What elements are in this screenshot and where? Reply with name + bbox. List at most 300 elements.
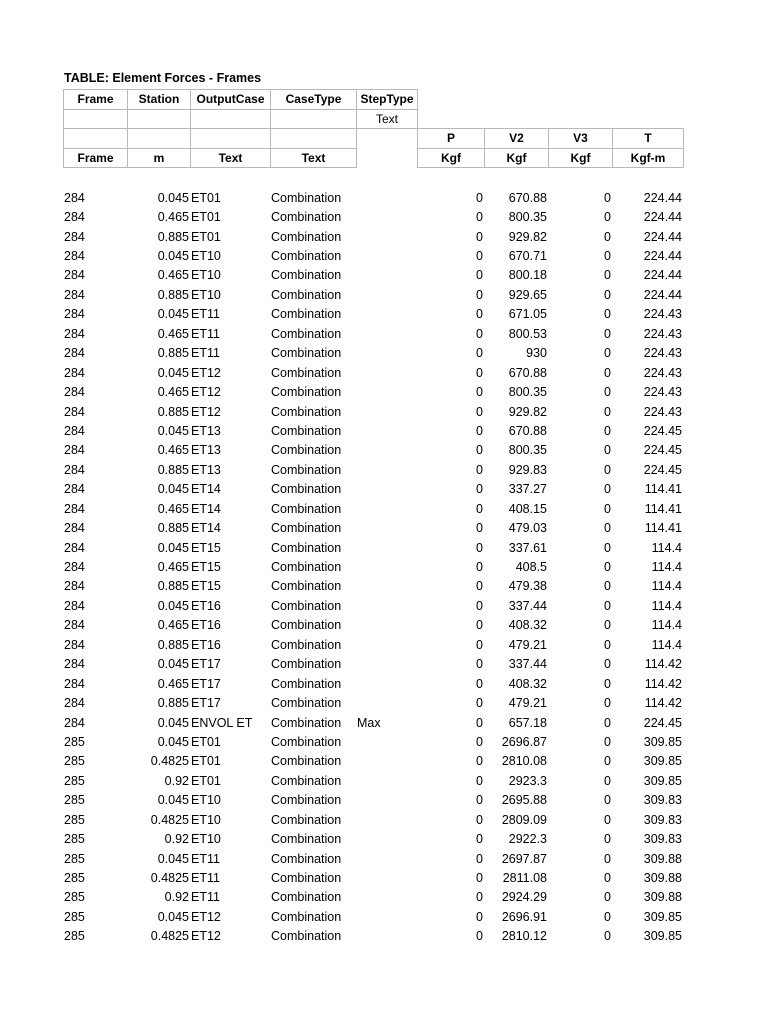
cell-v3: 0 bbox=[604, 793, 611, 808]
header-row-titles bbox=[64, 90, 684, 110]
cell-p: 0 bbox=[476, 909, 483, 924]
cell-casetype: Combination bbox=[271, 307, 342, 322]
cell-frame: 285 bbox=[64, 754, 85, 769]
cell-station: 0.4825 bbox=[150, 754, 189, 769]
unit-frame: Frame bbox=[64, 148, 128, 168]
cell-v3: 0 bbox=[604, 696, 611, 711]
cell-t: 114.4 bbox=[651, 560, 682, 575]
cell-t: 224.44 bbox=[643, 229, 682, 244]
cell-casetype: Combination bbox=[271, 754, 342, 769]
cell-v2: 929.82 bbox=[508, 404, 547, 419]
cell-frame: 285 bbox=[64, 871, 85, 886]
cell-v3: 0 bbox=[604, 346, 611, 361]
cell-casetype: Combination bbox=[271, 618, 342, 633]
cell-p: 0 bbox=[476, 715, 483, 730]
cell-v2: 2923.3 bbox=[508, 773, 547, 788]
unit-v3: Kgf bbox=[549, 148, 613, 168]
cell-outputcase: ET11 bbox=[191, 871, 220, 886]
cell-p: 0 bbox=[476, 851, 483, 866]
cell-outputcase: ET01 bbox=[191, 229, 221, 244]
cell-v3: 0 bbox=[604, 618, 611, 633]
cell-outputcase: ET11 bbox=[191, 890, 220, 905]
cell-frame: 285 bbox=[64, 734, 85, 749]
cell-t: 309.88 bbox=[643, 851, 682, 866]
cell-outputcase: ET15 bbox=[191, 579, 221, 594]
header-outputcase: OutputCase bbox=[191, 90, 271, 110]
table-row bbox=[63, 596, 683, 615]
cell-frame: 285 bbox=[64, 890, 85, 905]
cell-v2: 479.21 bbox=[508, 637, 547, 652]
cell-steptype bbox=[356, 655, 417, 674]
cell-casetype: Combination bbox=[271, 462, 342, 477]
unit-outputcase: Text bbox=[191, 148, 271, 168]
cell-frame: 284 bbox=[64, 385, 85, 400]
unit-casetype: Text bbox=[271, 148, 357, 168]
cell-steptype bbox=[356, 344, 417, 363]
cell-outputcase: ET13 bbox=[191, 423, 221, 438]
cell-v3: 0 bbox=[604, 210, 611, 225]
cell-v2: 2924.29 bbox=[501, 890, 547, 905]
cell-outputcase: ET10 bbox=[191, 249, 221, 264]
table-row bbox=[63, 538, 683, 557]
cell-p: 0 bbox=[476, 346, 483, 361]
cell-frame: 284 bbox=[64, 346, 85, 361]
cell-v2: 408.32 bbox=[508, 676, 547, 691]
cell-steptype bbox=[356, 868, 417, 887]
cell-steptype bbox=[356, 421, 417, 440]
cell-t: 224.45 bbox=[643, 715, 682, 730]
cell-steptype bbox=[356, 810, 417, 829]
table-row bbox=[63, 285, 683, 304]
cell-steptype bbox=[356, 927, 417, 946]
cell-v3: 0 bbox=[604, 715, 611, 730]
cell-v3: 0 bbox=[604, 851, 611, 866]
cell-station: 0.045 bbox=[157, 851, 189, 866]
cell-v2: 929.83 bbox=[508, 462, 547, 477]
cell-v3: 0 bbox=[604, 929, 611, 944]
cell-frame: 284 bbox=[64, 696, 85, 711]
cell-v3: 0 bbox=[604, 812, 611, 827]
cell-frame: 284 bbox=[64, 443, 85, 458]
cell-v2: 337.27 bbox=[508, 482, 547, 497]
cell-casetype: Combination bbox=[271, 365, 342, 380]
table-row bbox=[63, 266, 683, 285]
cell-outputcase: ENVOL ET bbox=[191, 715, 253, 730]
cell-outputcase: ET12 bbox=[191, 365, 221, 380]
cell-outputcase: ET10 bbox=[191, 832, 221, 847]
cell-station: 0.885 bbox=[157, 229, 189, 244]
cell-casetype: Combination bbox=[271, 793, 342, 808]
cell-outputcase: ET17 bbox=[191, 676, 221, 691]
cell-v3: 0 bbox=[604, 404, 611, 419]
cell-station: 0.045 bbox=[157, 909, 189, 924]
cell-p: 0 bbox=[476, 929, 483, 944]
cell-casetype: Combination bbox=[271, 734, 342, 749]
cell-v2: 800.53 bbox=[508, 326, 547, 341]
unit-station: m bbox=[128, 148, 191, 168]
cell-p: 0 bbox=[476, 812, 483, 827]
cell-t: 309.85 bbox=[643, 773, 682, 788]
cell-station: 0.465 bbox=[157, 618, 189, 633]
header-row-sub bbox=[64, 109, 684, 129]
cell-casetype: Combination bbox=[271, 773, 342, 788]
cell-t: 224.43 bbox=[643, 404, 682, 419]
cell-t: 224.45 bbox=[643, 462, 682, 477]
data-table-body bbox=[63, 188, 683, 946]
cell-casetype: Combination bbox=[271, 482, 342, 497]
cell-station: 0.885 bbox=[157, 287, 189, 302]
cell-frame: 285 bbox=[64, 929, 85, 944]
table-row bbox=[63, 441, 683, 460]
cell-t: 224.44 bbox=[643, 190, 682, 205]
table-row bbox=[63, 207, 683, 226]
cell-v2: 800.35 bbox=[508, 210, 547, 225]
cell-v2: 800.35 bbox=[508, 385, 547, 400]
cell-outputcase: ET01 bbox=[191, 210, 221, 225]
cell-frame: 285 bbox=[64, 909, 85, 924]
header-row-forces bbox=[64, 129, 684, 149]
cell-outputcase: ET13 bbox=[191, 443, 221, 458]
cell-v3: 0 bbox=[604, 890, 611, 905]
cell-outputcase: ET10 bbox=[191, 268, 221, 283]
cell-station: 0.045 bbox=[157, 540, 189, 555]
cell-casetype: Combination bbox=[271, 501, 342, 516]
cell-v2: 479.38 bbox=[508, 579, 547, 594]
cell-frame: 284 bbox=[64, 229, 85, 244]
cell-station: 0.045 bbox=[157, 482, 189, 497]
cell-t: 114.42 bbox=[644, 657, 682, 672]
table-row bbox=[63, 771, 683, 790]
cell-p: 0 bbox=[476, 210, 483, 225]
cell-station: 0.885 bbox=[157, 346, 189, 361]
cell-v2: 670.88 bbox=[508, 365, 547, 380]
cell-station: 0.465 bbox=[157, 501, 189, 516]
cell-v3: 0 bbox=[604, 598, 611, 613]
cell-t: 114.4 bbox=[651, 618, 682, 633]
table-row bbox=[63, 868, 683, 887]
cell-v3: 0 bbox=[604, 229, 611, 244]
cell-p: 0 bbox=[476, 521, 483, 536]
header-t: T bbox=[613, 129, 684, 149]
table-row bbox=[63, 382, 683, 401]
cell-outputcase: ET10 bbox=[191, 812, 221, 827]
cell-p: 0 bbox=[476, 190, 483, 205]
header-station: Station bbox=[128, 90, 191, 110]
cell-t: 309.85 bbox=[643, 929, 682, 944]
cell-frame: 285 bbox=[64, 793, 85, 808]
cell-v3: 0 bbox=[604, 268, 611, 283]
cell-p: 0 bbox=[476, 560, 483, 575]
cell-station: 0.045 bbox=[157, 249, 189, 264]
unit-v2: Kgf bbox=[485, 148, 549, 168]
cell-p: 0 bbox=[476, 637, 483, 652]
cell-p: 0 bbox=[476, 229, 483, 244]
cell-frame: 284 bbox=[64, 657, 85, 672]
cell-outputcase: ET12 bbox=[191, 929, 221, 944]
table-row bbox=[63, 246, 683, 265]
cell-outputcase: ET11 bbox=[191, 851, 220, 866]
cell-station: 0.045 bbox=[157, 657, 189, 672]
cell-station: 0.92 bbox=[164, 773, 189, 788]
cell-t: 114.4 bbox=[651, 579, 682, 594]
cell-p: 0 bbox=[476, 618, 483, 633]
cell-outputcase: ET01 bbox=[191, 190, 221, 205]
cell-station: 0.4825 bbox=[150, 929, 189, 944]
cell-steptype bbox=[356, 266, 417, 285]
cell-p: 0 bbox=[476, 871, 483, 886]
cell-p: 0 bbox=[476, 579, 483, 594]
cell-p: 0 bbox=[476, 307, 483, 322]
cell-p: 0 bbox=[476, 676, 483, 691]
table-row bbox=[63, 227, 683, 246]
table-row bbox=[63, 344, 683, 363]
cell-station: 0.045 bbox=[157, 793, 189, 808]
table-row bbox=[63, 188, 683, 207]
cell-outputcase: ET11 bbox=[191, 307, 220, 322]
cell-frame: 284 bbox=[64, 715, 85, 730]
table-row bbox=[63, 421, 683, 440]
cell-frame: 284 bbox=[64, 501, 85, 516]
cell-v2: 337.44 bbox=[508, 657, 547, 672]
cell-v3: 0 bbox=[604, 249, 611, 264]
cell-steptype bbox=[356, 285, 417, 304]
cell-casetype: Combination bbox=[271, 287, 342, 302]
cell-t: 309.85 bbox=[643, 909, 682, 924]
table-row bbox=[63, 577, 683, 596]
cell-steptype bbox=[356, 460, 417, 479]
cell-steptype bbox=[356, 771, 417, 790]
cell-v2: 2811.08 bbox=[502, 871, 547, 886]
cell-v3: 0 bbox=[604, 560, 611, 575]
table-row bbox=[63, 829, 683, 848]
cell-v3: 0 bbox=[604, 482, 611, 497]
cell-steptype bbox=[356, 207, 417, 226]
cell-station: 0.045 bbox=[157, 423, 189, 438]
cell-v3: 0 bbox=[604, 579, 611, 594]
table-row bbox=[63, 616, 683, 635]
cell-v3: 0 bbox=[604, 676, 611, 691]
cell-p: 0 bbox=[476, 773, 483, 788]
cell-v3: 0 bbox=[604, 443, 611, 458]
cell-frame: 284 bbox=[64, 210, 85, 225]
cell-v2: 2697.87 bbox=[501, 851, 547, 866]
cell-frame: 284 bbox=[64, 423, 85, 438]
table-row bbox=[63, 499, 683, 518]
table-row bbox=[63, 655, 683, 674]
cell-casetype: Combination bbox=[271, 812, 342, 827]
cell-station: 0.045 bbox=[157, 598, 189, 613]
cell-casetype: Combination bbox=[271, 832, 342, 847]
cell-station: 0.465 bbox=[157, 560, 189, 575]
cell-casetype: Combination bbox=[271, 385, 342, 400]
cell-t: 309.83 bbox=[643, 832, 682, 847]
cell-frame: 285 bbox=[64, 812, 85, 827]
cell-frame: 284 bbox=[64, 190, 85, 205]
cell-outputcase: ET15 bbox=[191, 540, 221, 555]
unit-p: Kgf bbox=[418, 148, 485, 168]
cell-v3: 0 bbox=[604, 190, 611, 205]
cell-v3: 0 bbox=[604, 326, 611, 341]
cell-frame: 284 bbox=[64, 287, 85, 302]
cell-frame: 284 bbox=[64, 676, 85, 691]
cell-casetype: Combination bbox=[271, 929, 342, 944]
cell-outputcase: ET16 bbox=[191, 618, 221, 633]
cell-steptype bbox=[356, 499, 417, 518]
cell-frame: 284 bbox=[64, 618, 85, 633]
cell-t: 114.42 bbox=[644, 696, 682, 711]
cell-outputcase: ET10 bbox=[191, 793, 221, 808]
cell-v3: 0 bbox=[604, 540, 611, 555]
cell-steptype bbox=[356, 752, 417, 771]
cell-v3: 0 bbox=[604, 521, 611, 536]
cell-outputcase: ET12 bbox=[191, 385, 221, 400]
cell-outputcase: ET12 bbox=[191, 404, 221, 419]
cell-outputcase: ET17 bbox=[191, 696, 221, 711]
table-row bbox=[63, 791, 683, 810]
cell-casetype: Combination bbox=[271, 579, 342, 594]
cell-casetype: Combination bbox=[271, 890, 342, 905]
header-steptype: StepType bbox=[357, 90, 418, 110]
table-row bbox=[63, 907, 683, 926]
header-frame: Frame bbox=[64, 90, 128, 110]
cell-outputcase: ET14 bbox=[191, 482, 221, 497]
table-row bbox=[63, 849, 683, 868]
header-steptype-sub: Text bbox=[357, 109, 418, 129]
cell-station: 0.465 bbox=[157, 326, 189, 341]
cell-v2: 670.71 bbox=[508, 249, 547, 264]
cell-steptype bbox=[356, 480, 417, 499]
unit-t: Kgf-m bbox=[613, 148, 684, 168]
table-row bbox=[63, 927, 683, 946]
cell-v2: 2696.91 bbox=[501, 909, 547, 924]
cell-casetype: Combination bbox=[271, 404, 342, 419]
table-header bbox=[63, 89, 684, 168]
header-row-units bbox=[64, 148, 684, 168]
cell-outputcase: ET01 bbox=[191, 754, 221, 769]
cell-station: 0.045 bbox=[157, 734, 189, 749]
cell-station: 0.4825 bbox=[150, 871, 189, 886]
table-row bbox=[63, 402, 683, 421]
cell-t: 114.4 bbox=[651, 540, 682, 555]
cell-steptype bbox=[356, 791, 417, 810]
cell-t: 309.85 bbox=[643, 734, 682, 749]
cell-v2: 2810.08 bbox=[501, 754, 547, 769]
cell-outputcase: ET12 bbox=[191, 909, 221, 924]
cell-p: 0 bbox=[476, 249, 483, 264]
cell-station: 0.92 bbox=[164, 890, 189, 905]
cell-station: 0.465 bbox=[157, 268, 189, 283]
cell-casetype: Combination bbox=[271, 676, 342, 691]
cell-t: 224.43 bbox=[643, 326, 682, 341]
cell-outputcase: ET16 bbox=[191, 598, 221, 613]
cell-casetype: Combination bbox=[271, 871, 342, 886]
table-row bbox=[63, 460, 683, 479]
cell-v3: 0 bbox=[604, 385, 611, 400]
header-p: P bbox=[418, 129, 485, 149]
cell-t: 224.43 bbox=[643, 385, 682, 400]
cell-casetype: Combination bbox=[271, 909, 342, 924]
cell-v2: 408.15 bbox=[508, 501, 547, 516]
cell-p: 0 bbox=[476, 404, 483, 419]
cell-station: 0.045 bbox=[157, 307, 189, 322]
cell-t: 224.44 bbox=[643, 268, 682, 283]
cell-v2: 2922.3 bbox=[508, 832, 547, 847]
cell-t: 309.83 bbox=[643, 793, 682, 808]
cell-p: 0 bbox=[476, 754, 483, 769]
cell-casetype: Combination bbox=[271, 657, 342, 672]
cell-outputcase: ET13 bbox=[191, 462, 221, 477]
cell-v2: 671.05 bbox=[508, 307, 547, 322]
cell-v3: 0 bbox=[604, 832, 611, 847]
cell-p: 0 bbox=[476, 696, 483, 711]
cell-frame: 284 bbox=[64, 249, 85, 264]
cell-v3: 0 bbox=[604, 754, 611, 769]
cell-v3: 0 bbox=[604, 462, 611, 477]
cell-station: 0.465 bbox=[157, 676, 189, 691]
cell-p: 0 bbox=[476, 482, 483, 497]
cell-v3: 0 bbox=[604, 365, 611, 380]
cell-p: 0 bbox=[476, 423, 483, 438]
cell-steptype bbox=[356, 188, 417, 207]
cell-v2: 670.88 bbox=[508, 423, 547, 438]
cell-outputcase: ET01 bbox=[191, 773, 221, 788]
cell-p: 0 bbox=[476, 793, 483, 808]
cell-v2: 408.32 bbox=[508, 618, 547, 633]
cell-casetype: Combination bbox=[271, 696, 342, 711]
cell-v2: 337.61 bbox=[508, 540, 547, 555]
cell-v3: 0 bbox=[604, 909, 611, 924]
cell-v2: 479.03 bbox=[508, 521, 547, 536]
cell-station: 0.885 bbox=[157, 462, 189, 477]
cell-frame: 284 bbox=[64, 462, 85, 477]
cell-t: 309.83 bbox=[643, 812, 682, 827]
cell-t: 224.44 bbox=[643, 287, 682, 302]
cell-casetype: Combination bbox=[271, 190, 342, 205]
cell-casetype: Combination bbox=[271, 560, 342, 575]
cell-casetype: Combination bbox=[271, 443, 342, 458]
cell-t: 224.44 bbox=[643, 249, 682, 264]
table-row bbox=[63, 635, 683, 654]
cell-station: 0.045 bbox=[157, 365, 189, 380]
cell-outputcase: ET01 bbox=[191, 734, 221, 749]
cell-casetype: Combination bbox=[271, 598, 342, 613]
cell-steptype bbox=[356, 382, 417, 401]
table-row bbox=[63, 557, 683, 576]
table-row bbox=[63, 810, 683, 829]
cell-t: 224.45 bbox=[643, 443, 682, 458]
data-table bbox=[63, 188, 683, 946]
cell-casetype: Combination bbox=[271, 229, 342, 244]
cell-t: 114.41 bbox=[644, 501, 682, 516]
cell-p: 0 bbox=[476, 540, 483, 555]
cell-v2: 929.65 bbox=[508, 287, 547, 302]
cell-p: 0 bbox=[476, 287, 483, 302]
cell-casetype: Combination bbox=[271, 249, 342, 264]
cell-casetype: Combination bbox=[271, 268, 342, 283]
cell-station: 0.885 bbox=[157, 521, 189, 536]
cell-outputcase: ET16 bbox=[191, 637, 221, 652]
cell-frame: 284 bbox=[64, 326, 85, 341]
cell-v2: 479.21 bbox=[508, 696, 547, 711]
table-row bbox=[63, 674, 683, 693]
cell-station: 0.885 bbox=[157, 404, 189, 419]
cell-v2: 337.44 bbox=[508, 598, 547, 613]
cell-v2: 2696.87 bbox=[501, 734, 547, 749]
cell-station: 0.045 bbox=[157, 715, 189, 730]
cell-steptype bbox=[356, 596, 417, 615]
cell-v3: 0 bbox=[604, 501, 611, 516]
cell-p: 0 bbox=[476, 734, 483, 749]
